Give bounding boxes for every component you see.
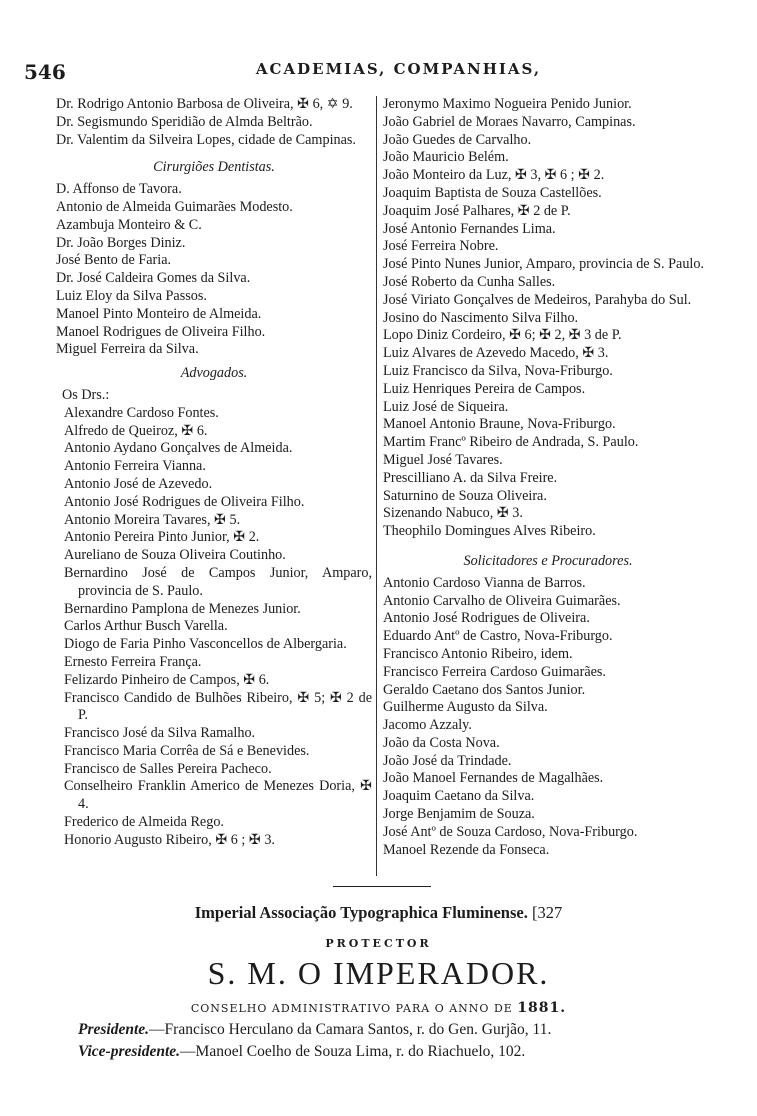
list-item: Dr. Rodrigo Antonio Barbosa de Oliveira, ✠ 6, ✡ 9. xyxy=(56,96,353,112)
list-item: D. Affonso de Tavora. xyxy=(56,181,182,198)
list-item: Antonio Carvalho de Oliveira Guimarães. xyxy=(383,592,621,609)
section-rule xyxy=(333,886,431,887)
list-item: Dr. Segismundo Speridião de Almda Beltrão. xyxy=(56,113,313,130)
list-item: Francisco Maria Corrêa de Sá e Benevides. xyxy=(64,742,310,759)
list-item: Antonio Ferreira Vianna. xyxy=(64,458,206,475)
list-item: Antonio Pereira Pinto Junior, ✠ 2. xyxy=(64,529,260,546)
lawyers-subheading: Os Drs.: xyxy=(62,386,110,403)
list-item: José Antº de Souza Cardoso, Nova-Friburgo. xyxy=(383,823,638,840)
list-item: Felizardo Pinheiro de Campos, ✠ 6. xyxy=(64,671,270,688)
list-item: Francisco José da Silva Ramalho. xyxy=(64,725,256,742)
list-item: Francisco de Salles Pereira Pacheco. xyxy=(64,760,272,777)
list-item: José Antonio Fernandes Lima. xyxy=(383,220,556,237)
list-item: Luiz José de Siqueira. xyxy=(383,398,509,415)
column-divider xyxy=(376,96,377,876)
list-item: João Mauricio Belém. xyxy=(383,149,509,166)
list-item: João Monteiro da Luz, ✠ 3, ✠ 6 ; ✠ 2. xyxy=(383,167,605,184)
list-item: Manoel Rodrigues de Oliveira Filho. xyxy=(56,323,266,340)
list-item: Antonio Moreira Tavares, ✠ 5. xyxy=(64,511,241,528)
president-text: —Francisco Herculano da Camara Santos, r. do Gen. Gurjão, 11. xyxy=(149,1021,552,1038)
solicitors-heading: Solicitadores e Procuradores. xyxy=(463,552,633,569)
council-line xyxy=(0,1000,757,1016)
list-item: José Pinto Nunes Junior, Amparo, provincia de S. Paulo. xyxy=(383,256,704,273)
list-item: Josino do Nascimento Silva Filho. xyxy=(383,309,579,326)
list-item: Francisco Ferreira Cardoso Guimarães. xyxy=(383,663,606,680)
list-item: Joaquim José Palhares, ✠ 2 de P. xyxy=(383,202,571,219)
list-item: Luiz Alvares de Azevedo Macedo, ✠ 3. xyxy=(383,345,609,362)
list-item: Aureliano de Souza Oliveira Coutinho. xyxy=(64,547,286,564)
society-title-line xyxy=(0,903,757,923)
page-number: 546 xyxy=(24,60,66,84)
list-item: Jeronymo Maximo Nogueira Penido Junior. xyxy=(383,96,632,112)
list-item: João Gabriel de Moraes Navarro, Campinas. xyxy=(383,113,636,130)
list-item: Lopo Diniz Cordeiro, ✠ 6; ✠ 2, ✠ 3 de P. xyxy=(383,327,622,344)
list-item: José Ferreira Nobre. xyxy=(383,238,499,255)
vice-president-text: —Manoel Coelho de Souza Lima, r. do Riachuelo, 102. xyxy=(180,1043,526,1060)
list-item: Miguel Ferreira da Silva. xyxy=(56,341,199,358)
list-item: Luiz Francisco da Silva, Nova-Friburgo. xyxy=(383,362,613,379)
list-item: Eduardo Antº de Castro, Nova-Friburgo. xyxy=(383,628,613,645)
list-item: João Guedes de Carvalho. xyxy=(383,131,532,148)
list-item: José Viriato Gonçalves de Medeiros, Parahyba do Sul. xyxy=(383,291,692,308)
list-item: Miguel José Tavares. xyxy=(383,451,503,468)
council-year: 1881. xyxy=(517,1000,567,1016)
list-item: Antonio Cardoso Vianna de Barros. xyxy=(383,574,586,591)
right-lawyers-list xyxy=(383,96,713,541)
list-item: Sizenando Nabuco, ✠ 3. xyxy=(383,505,523,522)
list-item: Martim Francº Ribeiro de Andrada, S. Paulo. xyxy=(383,434,639,451)
list-item: Alexandre Cardoso Fontes. xyxy=(64,404,219,421)
list-item: Dr. João Borges Diniz. xyxy=(56,234,186,251)
dentists-list xyxy=(56,181,372,359)
list-item: Antonio de Almeida Guimarães Modesto. xyxy=(56,198,293,215)
society-title: Imperial Associação Typographica Fluminense. xyxy=(194,903,528,922)
list-item: Guilherme Augusto da Silva. xyxy=(383,699,548,716)
list-item: Antonio José de Azevedo. xyxy=(64,475,213,492)
list-item: Theophilo Domingues Alves Ribeiro. xyxy=(383,523,596,540)
list-item: Manoel Pinto Monteiro de Almeida. xyxy=(56,305,262,322)
list-item: José Bento de Faria. xyxy=(56,252,172,269)
list-item: Ernesto Ferreira França. xyxy=(64,653,202,670)
list-item: João José da Trindade. xyxy=(383,752,512,769)
list-item: Manoel Rezende da Fonseca. xyxy=(383,841,550,858)
protector-name: S. M. O IMPERADOR. xyxy=(207,955,550,991)
list-item: Carlos Arthur Busch Varella. xyxy=(64,618,228,635)
list-item: João Manoel Fernandes de Magalhães. xyxy=(383,770,604,787)
list-item: Joaquim Baptista de Souza Castellões. xyxy=(383,184,602,201)
vice-president-line xyxy=(78,1043,718,1061)
list-item: Prescilliano A. da Silva Freire. xyxy=(383,469,558,486)
list-item: Jacomo Azzaly. xyxy=(383,717,472,734)
list-item: Antonio José Rodrigues de Oliveira Filho. xyxy=(64,493,305,510)
president-line xyxy=(78,1021,718,1039)
list-item: Joaquim Caetano da Silva. xyxy=(383,788,535,805)
dentists-heading: Cirurgiões Dentistas. xyxy=(153,159,275,176)
vice-president-role: Vice-presidente. xyxy=(78,1043,181,1060)
list-item: Antonio Aydano Gonçalves de Almeida. xyxy=(64,440,293,457)
list-item: Dr. José Caldeira Gomes da Silva. xyxy=(56,270,251,287)
list-item: Francisco Candido de Bulhões Ribeiro, ✠ 5; ✠ 2 de P. xyxy=(64,689,372,724)
running-title: ACADEMIAS, COMPANHIAS, xyxy=(255,60,542,78)
left-intro-list xyxy=(56,96,372,149)
council-label: CONSELHO ADMINISTRATIVO PARA O ANNO DE xyxy=(190,1002,513,1015)
list-item: Dr. Valentim da Silveira Lopes, cidade de Campinas. xyxy=(56,131,356,148)
list-item: João da Costa Nova. xyxy=(383,734,500,751)
list-item: Conselheiro Franklin Americo de Menezes Doria, ✠ 4. xyxy=(64,778,372,813)
list-item: Honorio Augusto Ribeiro, ✠ 6 ; ✠ 3. xyxy=(64,831,275,848)
solicitors-list xyxy=(383,575,713,860)
list-item: Antonio José Rodrigues de Oliveira. xyxy=(383,610,590,627)
list-item: Azambuja Monteiro & C. xyxy=(56,216,202,233)
list-item: Geraldo Caetano dos Santos Junior. xyxy=(383,681,586,698)
list-item: Diogo de Faria Pinho Vasconcellos de Albergaria. xyxy=(64,636,347,653)
protector-label: PROTECTOR xyxy=(325,937,432,950)
list-item: Jorge Benjamim de Souza. xyxy=(383,806,535,823)
society-number: [327 xyxy=(531,903,563,922)
list-item: Alfredo de Queiroz, ✠ 6. xyxy=(64,422,208,439)
lawyers-list xyxy=(56,405,372,850)
list-item: Bernardino José de Campos Junior, Amparo, provincia de S. Paulo. xyxy=(64,564,372,599)
list-item: Luiz Henriques Pereira de Campos. xyxy=(383,380,586,397)
list-item: Saturnino de Souza Oliveira. xyxy=(383,487,547,504)
list-item: Manoel Antonio Braune, Nova-Friburgo. xyxy=(383,416,616,433)
list-item: Bernardino Pamplona de Menezes Junior. xyxy=(64,600,301,617)
left-column xyxy=(56,96,372,850)
list-item: José Roberto da Cunha Salles. xyxy=(383,273,556,290)
right-column xyxy=(383,96,713,859)
list-item: Francisco Antonio Ribeiro, idem. xyxy=(383,645,573,662)
lawyers-heading: Advogados. xyxy=(180,365,248,382)
president-role: Presidente. xyxy=(78,1021,150,1038)
list-item: Luiz Eloy da Silva Passos. xyxy=(56,287,207,304)
list-item: Frederico de Almeida Rego. xyxy=(64,814,224,831)
